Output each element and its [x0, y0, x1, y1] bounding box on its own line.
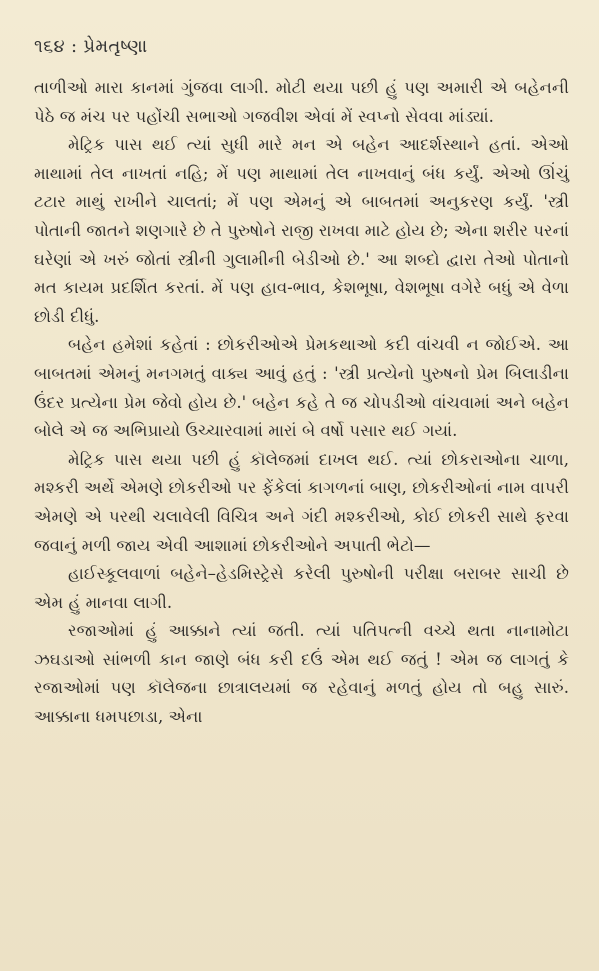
- paragraph: રજાઓમાં હું આક્કાને ત્યાં જતી. ત્યાં પતિપત્ની વચ્ચે થતા નાનામોટા ઝઘડાઓ સાંભળી કાન જાણે બંધ કરી દઉં એમ થઈ જતું ! એમ જ લાગતું કે રજાઓમાં પણ કૉલેજના છાત્રાલયમાં જ રહેવાનું મળતું હોય તો બહુ સારું. આક્કાના ધમપછાડા, એના: [34, 621, 569, 727]
- paragraph: બહેન હમેશાં કહેતાં : છોકરીઓએ પ્રેમકથાઓ કદી વાંચવી ન જોઈએ. આ બાબતમાં એમનું મનગમતું વાક્ય આવું હતું : 'સ્ત્રી પ્રત્યેનો પુરુષનો પ્રેમ બિલાડીના ઉંદર પ્રત્યેના પ્રેમ જેવો હોય છે.' બહેન કહે તે જ ચોપડીઓ વાંચવામાં અને બહેન બોલે એ જ અભિપ્રાયો ઉચ્ચારવામાં મારાં બે વર્ષો પસાર થઈ ગયાં.: [34, 335, 569, 441]
- paragraph: મેટ્રિક પાસ થઈ ત્યાં સુધી મારે મન એ બહેન આદર્શસ્થાને હતાં. એઓ માથામાં તેલ નાખતાં નહિ; મેં પણ માથામાં તેલ નાખવાનું બંધ કર્યું. એઓ ઊંચું ટટાર માથું રાખીને ચાલતાં; મેં પણ એમનું એ બાબતમાં અનુકરણ કર્યું. 'સ્ત્રી પોતાની જાતને શણગારે છે તે પુરુષોને રાજી રાખવા માટે હોય છે; એના શરીર પરનાં ઘરેણાં એ ખરું જોતાં સ્ત્રીની ગુલામીની બેડીઓ છે.' આ શબ્દો દ્વારા તેઓ પોતાનો મત કાયમ પ્રદર્શિત કરતાં. મેં પણ હાવ-ભાવ, કેશભૂષા, વેશભૂષા વગેરે બધું એ વેળા છોડી દીધું.: [34, 135, 569, 326]
- paragraph: હાઈસ્કૂલવાળાં બહેને–હેડમિસ્ટ્રેસે કરેલી પુરુષોની પરીક્ષા બરાબર સાચી છે એમ હું માનવા લાગી.: [34, 564, 569, 612]
- paragraph-continuation: તાળીઓ મારા કાનમાં ગુંજવા લાગી. મોટી થયા પછી હું પણ અમારી એ બહેનની પેઠે જ મંચ પર પહોંચી સભાઓ ગજવીશ એવાં મેં સ્વપ્નો સેવવા માંડ્યાં.: [34, 78, 569, 126]
- header-separator: :: [64, 36, 84, 57]
- running-header: [34, 34, 569, 60]
- page-number: ૧૬૪: [34, 36, 65, 57]
- book-title: પ્રેમતૃષ્ણા: [83, 36, 148, 57]
- paragraph: મેટ્રિક પાસ થયા પછી હું કૉલેજમાં દાખલ થઈ. ત્યાં છોકરાઓના ચાળા, મશ્કરી અર્થે એમણે છોકરીઓ પર ફેંકેલાં કાગળનાં બાણ, છોકરીઓનાં નામ વાપરી એમણે એ પરથી ચલાવેલી વિચિત્ર અને ગંદી મશ્કરીઓ, કોઈ છોકરી સાથે ફરવા જવાનું મળી જાય એવી આશામાં છોકરીઓને અપાતી ભેટો—: [34, 449, 569, 555]
